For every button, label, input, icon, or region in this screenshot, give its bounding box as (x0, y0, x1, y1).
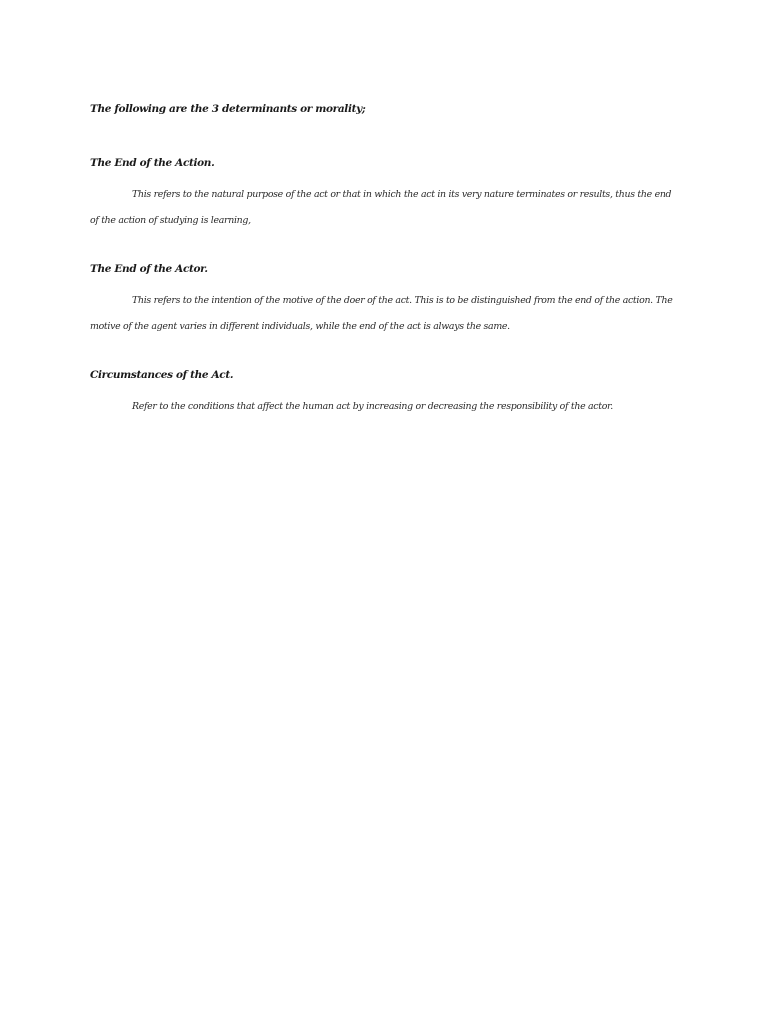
section-end-of-actor (90, 262, 682, 340)
section-heading: Circumstances of the Act. (90, 369, 234, 381)
section-body: This refers to the natural purpose of the act or that in which the act in its very nature terminates or results, thus the end of the action of studying is learning, (90, 189, 672, 226)
intro-heading: The following are the 3 determinants or morality; (90, 103, 366, 115)
section-end-of-action (90, 156, 682, 234)
section-body: This refers to the intention of the motive of the doer of the act. This is to be distinguished from the end of the action. The motive of the agent varies in different individuals, while the end of the act is always the same. (90, 295, 673, 332)
section-heading: The End of the Action. (90, 157, 215, 169)
section-body: Refer to the conditions that affect the human act by increasing or decreasing the responsibility of the actor. (132, 401, 613, 412)
section-circumstances (90, 368, 682, 420)
section-heading: The End of the Actor. (90, 263, 208, 275)
